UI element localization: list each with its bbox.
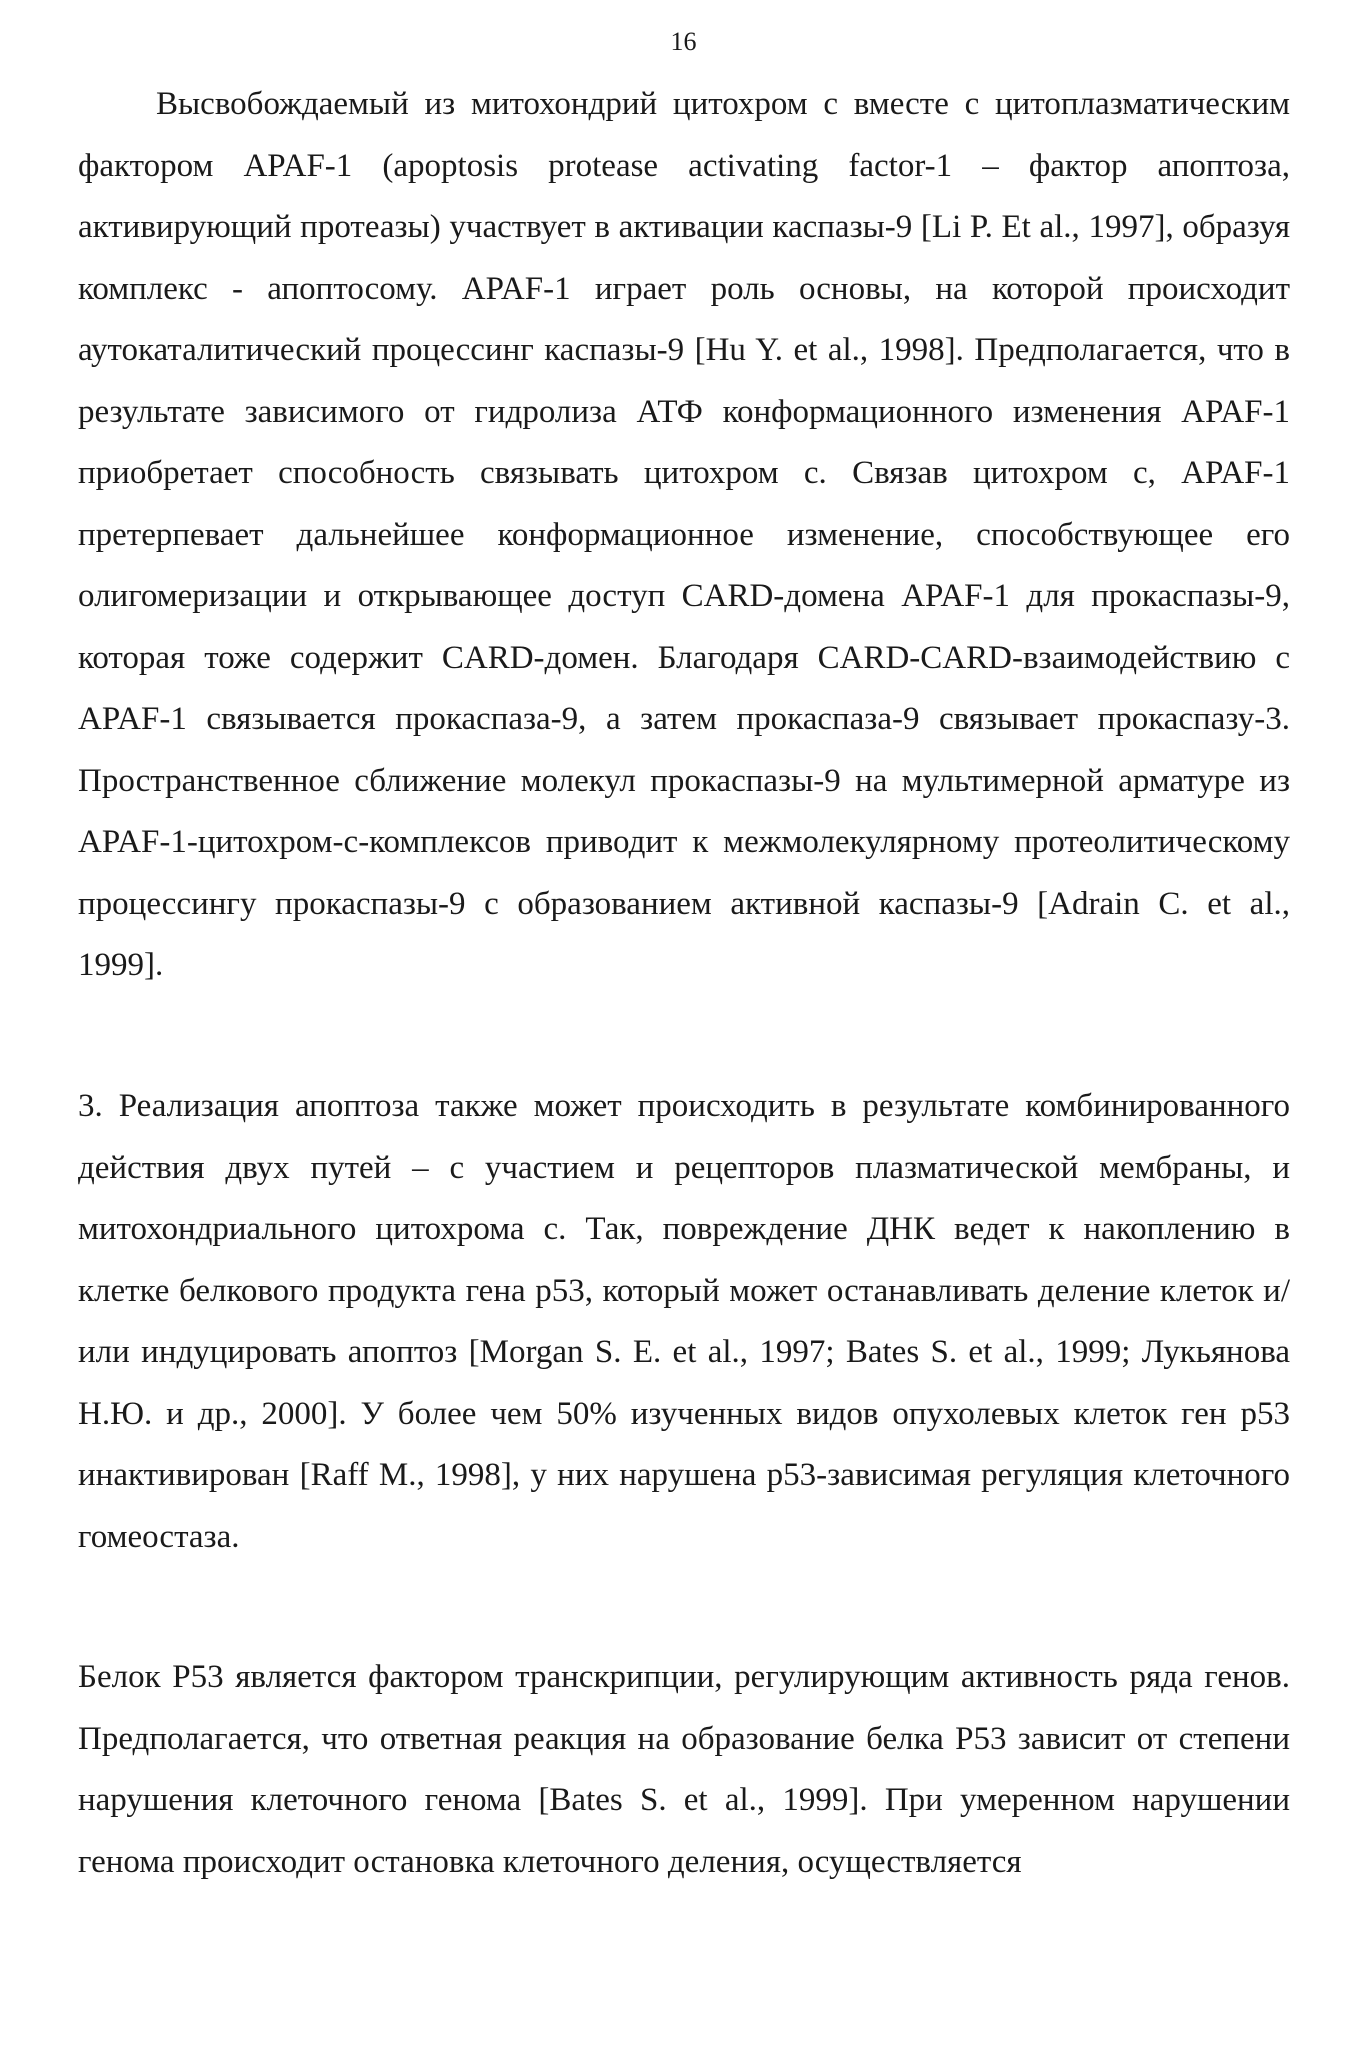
paragraph-combined-pathways xyxy=(78,1076,1290,1568)
page-number: 16 xyxy=(670,27,697,56)
paragraph-text: Реализация апоптоза также может происходить в результате комбинированного действия двух путей – с участием и рецепторов плазматической мембраны, и митохондриального цитохрома с. Так, повреждение ДНК ведет к накоплению в клетке белкового продукта гена р53, который может останавливать деление клеток и/или индуцировать апоптоз [Morgan S. E. et al., 1997; Bates S. et al., 1999; Лукьянова Н.Ю. и др., 2000]. У более чем 50% изученных видов опухолевых клеток ген р53 инактивирован [Raff M., 1998], у них нарушена р53-зависимая регуляция клеточного гомеостаза. xyxy=(78,1088,1291,1555)
paragraph-text: Белок Р53 является фактором транскрипции, регулирующим активность ряда генов. Предполагается, что ответная реакция на образование белка Р53 зависит от степени нарушения клеточного генома [Bates S. et al., 1999]. При умеренном нарушении генома происходит остановка клеточного деления, осуществляется xyxy=(78,1659,1290,1880)
paragraph-text: Высвобождаемый из митохондрий цитохром с вместе с цитоплазматическим фактором APAF-1 (apoptosis protease activating factor-1 – фактор апоптоза, активирующий протеазы) участвует в активации каспазы-9 [Li P. Et al., 1997], образуя комплекс - апоптосому. APAF-1 играет роль основы, на которой происходит аутокаталитический процессинг каспазы-9 [Hu Y. et al., 1998]. Предполагается, что в результате зависимого от гидролиза АТФ конформационного изменения APAF-1 приобретает способность связывать цитохром с. Связав цитохром с, APAF-1 претерпевает дальнейшее конформационное изменение, способствующее его олигомеризации и открывающее доступ CARD-домена APAF-1 для прокаспазы-9, которая тоже содержит CARD-домен. Благодаря CARD-CARD-взаимодействию с APAF-1 связывается прокаспаза-9, а затем прокаспаза-9 связывает прокаспазу-3. Пространственное сближение молекул прокаспазы-9 на мультимерной арматуре из APAF-1-цитохром-с-комплексов приводит к межмолекулярному протеолитическому процессингу прокаспазы-9 с образованием активной каспазы-9 [Adrain C. et al., 1999]. xyxy=(78,86,1290,983)
paragraph-p53-protein xyxy=(78,1647,1290,1893)
paragraph-number: 3. xyxy=(78,1088,103,1124)
paragraph-cytochrome-apaf1 xyxy=(78,74,1290,997)
